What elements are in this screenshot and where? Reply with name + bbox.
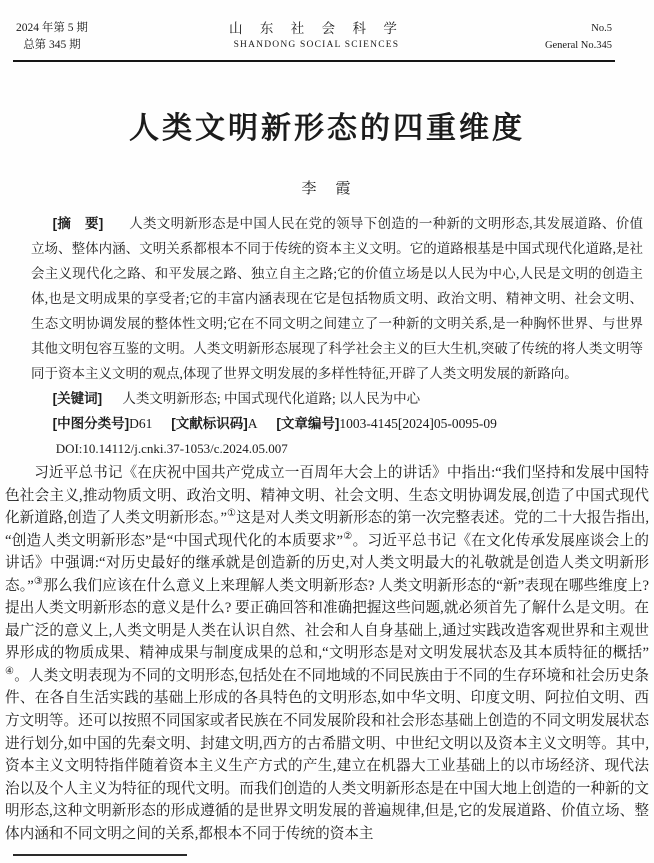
abstract-label: [摘 要] [52, 216, 104, 231]
article-title: 人类文明新形态的四重维度 [129, 112, 525, 145]
journal-issue-en [545, 20, 612, 54]
body-paragraph-1: 习近平总书记《在庆祝中国共产党成立一百周年大会上的讲话》中指出:“我们坚持和发展中国特色社会主义,推动物质文明、政治文明、精神文明、社会文明、生态文明协调发展,创造了中国式现代化新道路,创造了人类文明新形态。”①这是对人类文明新形态的第一次完整表述。党的二十大报告指出,“创造人类文明新形态”是“中国式现代化的本质要求”②。习近平总书记《在文化传承发展座谈会上的讲话》中强调:“对历史最好的继承就是创造新的历史,对人类文明最大的礼敬就是创造人类文明新形态。”③那么我们应该在什么意义上来理解人类文明新形态? 人类文明新形态的“新”表现在哪些维度上? 提出人类文明新形态的意义是什么? 要正确回答和准确把握这些问题,就必须首先了解什么是文明。在最广泛的意义上,人类文明是人类在认识自然、社会和人自身基础上,通过实践改造客观世界和主观世界形成的物质成果、精神成果与制度成果的总和,“文明形态是对文明发展状态及其本质特征的概括”④。人类文明表现为不同的文明形态,包括处在不同地域的不同民族由于不同的生存环境和社会历史条件、在各自生活实践的基础上形成的各具特色的文明形态,如中华文明、印度文明、阿拉伯文明、西方文明等。还可以按照不同国家或者民族在不同发展阶段和社会形态基础上创造的不同文明发展状态进行划分,如中国的先秦文明、封建文明,西方的古希腊文明、中世纪文明以及资本主义文明等。其中,资本主义文明特指伴随着资本主义生产方式的产生,建立在机器大工业基础上的以市场经济、现代法治以及个人主义为特征的现代文明。而我们创造的人类文明新形态是在中国大地上创造的一种新的文明形态,这种文明新形态的形成遵循的是世界文明发展的普遍规律,但是,它的发展道路、价值立场、整体内涵和不同文明之间的关系,都根本不同于传统的资本主 [5, 465, 649, 842]
doc-code-label: [文献标识码] [171, 416, 248, 431]
header-rule [13, 60, 615, 62]
journal-issue-en-line1: No.5 [591, 23, 612, 34]
clc-label: [中图分类号] [52, 416, 130, 431]
journal-name-cn: 山 东 社 会 科 学 [228, 21, 404, 36]
journal-issue-cn-line2: 总第 345 期 [23, 39, 81, 51]
footnote-marker: ① [227, 508, 237, 520]
article-body [5, 462, 649, 853]
doi-line: DOI:10.14112/j.cnki.37-1053/c.2024.05.007 [55, 441, 288, 456]
footnote-marker: ③ [33, 575, 44, 587]
footnote-marker: ④ [5, 666, 15, 678]
doc-code-value: A [247, 416, 258, 431]
keywords-label: [关键词] [52, 391, 103, 406]
keywords-text: 人类文明新形态; 中国式现代化道路; 以人民为中心 [122, 391, 421, 406]
journal-issue-cn [16, 20, 88, 54]
keywords-line [31, 386, 643, 411]
page-header [0, 20, 654, 54]
abstract-text: 人类文明新形态是中国人民在党的领导下创造的一种新的文明形态,其发展道路、价值立场、整体内涵、文明关系都根本不同于传统的资本主义文明。它的道路根基是中国式现代化道路,是社会主义现代化之路、和平发展之路、独立自主之路;它的价值立场是以人民为中心,人民是文明的创造主体,也是文明成果的享受者;它的丰富内涵表现在它是包括物质文明、政治文明、精神文明、社会文明、生态文明协调发展的整体性文明;它在不同文明之间建立了一种新的文明关系,是一种胸怀世界、与世界其他文明包容互鉴的文明。人类文明新形态展现了科学社会主义的巨大生机,突破了传统的将人类文明等同于资本主义文明的观点,体现了世界文明发展的多样性特征,开辟了人类文明发展的新路向。 [31, 216, 643, 381]
journal-name [88, 20, 545, 53]
footnote-marker: ② [343, 530, 353, 542]
journal-issue-en-line2: General No.345 [544, 40, 612, 51]
front-matter [31, 211, 643, 461]
abstract-paragraph [31, 211, 643, 386]
journal-name-en: SHANDONG SOCIAL SCIENCES [233, 40, 400, 50]
article-id-label: [文章编号] [276, 416, 340, 431]
footnote-rule [13, 854, 187, 856]
clc-value: D61 [129, 416, 153, 431]
journal-issue-cn-line1: 2024 年第 5 期 [16, 22, 88, 34]
article-author: 李 霞 [301, 181, 353, 197]
classification-line [31, 411, 643, 436]
article-id-value: 1003-4145[2024]05-0095-09 [339, 416, 497, 431]
